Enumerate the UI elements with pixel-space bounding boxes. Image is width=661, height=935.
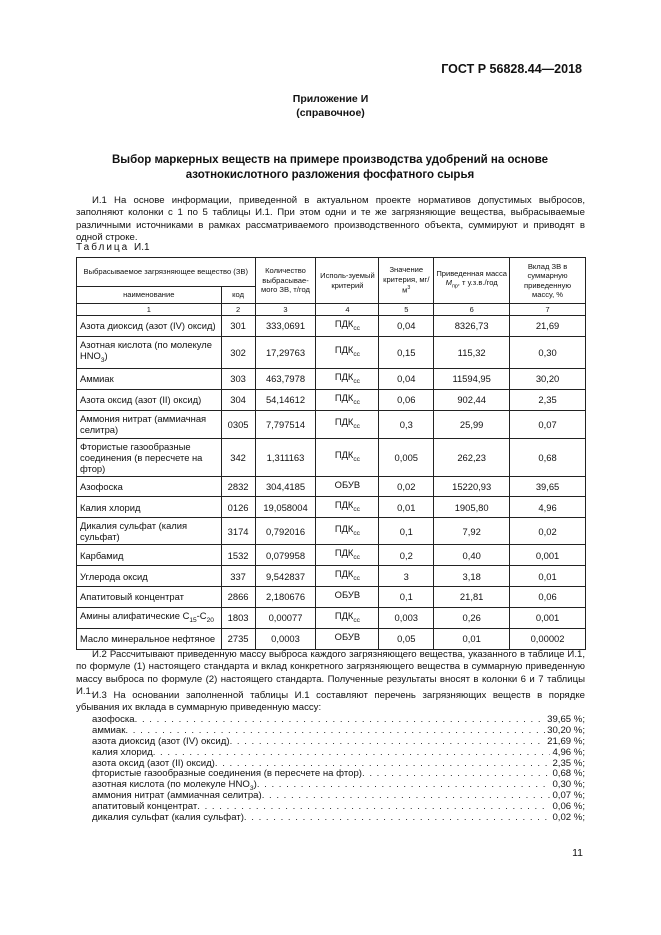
cell-contribution: 0,02 [510,518,586,545]
section-title: Выбор маркерных веществ на примере производства удобрений на основе азотнокислотного разложения фосфатного сырья [111,154,549,181]
cell-criterion-value: 0,3 [379,410,434,438]
cell-criterion: $ПДК_{сс}$ [316,389,379,410]
cell-reduced-mass: 902,44 [434,389,510,410]
cell-reduced-mass: 262,23 [434,438,510,476]
cell-reduced-mass: 1905,80 [434,497,510,518]
cell-criterion: $ПДК_{сс}$ [316,438,379,476]
cell-contribution: 0,001 [510,545,586,566]
list-item-value: 0,02 %; [552,812,585,824]
header-substance-group: Выбрасываемое загрязняющее вещество (ЗВ) [77,258,256,287]
list-item-label: фтористые газообразные соединения (в пересчете на фтор) [92,768,362,780]
cell-reduced-mass: 8326,73 [434,316,510,337]
cell-criterion: $ПДК_{сс}$ [316,545,379,566]
cell-quantity: 0,792016 [255,518,316,545]
table-row [77,410,586,438]
dot-leader [230,737,546,748]
list-item [92,813,585,824]
list-item-label: азофоска [92,714,135,725]
table-row [77,316,586,337]
cell-contribution: 0,30 [510,336,586,368]
cell-code: 2866 [221,587,255,608]
list-item-value: 30,20 %; [547,724,585,736]
cell-quantity: 0,0003 [255,628,316,649]
list-item [92,737,585,748]
list-item-label: дикалия сульфат (калия сульфат) [92,812,244,824]
cell-quantity: 463,7978 [255,368,316,389]
dot-leader [244,813,551,824]
header-name: наименование [77,287,222,304]
dot-leader [257,780,551,791]
cell-reduced-mass: 115,32 [434,336,510,368]
table-row [77,438,586,476]
list-item-label: калия хлорид [92,746,153,758]
cell-name: Калия хлорид [77,497,222,518]
cell-criterion-value: 0,003 [379,607,434,628]
appendix-heading [0,92,661,120]
paragraph-2: И.2 Рассчитывают приведенную массу выброса каждого загрязняющего вещества, указанного в таблице И.1, по формуле (1) настоящего стандарта и вклад конкретного загрязняющего вещества в суммарную приведенную массу выброса по формуле (2) настоящего стандарта. Полученные результаты вносят в колонки 6 и 7 таблицы И.1. [76,649,585,698]
cell-criterion-value: 0,04 [379,368,434,389]
cell-code: 342 [221,438,255,476]
cell-criterion: $ПДК_{сс}$ [316,316,379,337]
cell-criterion-value: 0,01 [379,497,434,518]
cell-criterion: $ПДК_{сс}$ [316,607,379,628]
cell-criterion-value: 3 [379,566,434,587]
cell-reduced-mass: 15220,93 [434,476,510,497]
table-row [77,607,586,628]
cell-contribution: 0,07 [510,410,586,438]
cell-criterion-value: 0,04 [379,316,434,337]
cell-quantity: 0,079958 [255,545,316,566]
cell-quantity: 2,180676 [255,587,316,608]
cell-criterion-value: 0,005 [379,438,434,476]
cell-name: Апатитовый концентрат [77,587,222,608]
cell-criterion: $ПДК_{сс}$ [316,518,379,545]
cell-quantity: 333,0691 [255,316,316,337]
cell-criterion-value: 0,02 [379,476,434,497]
cell-contribution: 0,68 [510,438,586,476]
paragraph-1: И.1 На основе информации, приведенной в актуальном проекте нормативов допустимых выбросов, заполняют колонки с 1 по 5 таблицы И.1. При этом одни и те же загрязняющие вещества, выбрасываемые различными источниками в рамках рассматриваемого производственного объекта, суммируют и приводят в одной строке. [76,195,585,244]
cell-name: Азота оксид (азот (II) оксид) [77,389,222,410]
cell-criterion-value: 0,06 [379,389,434,410]
cell-reduced-mass: 0,40 [434,545,510,566]
cell-name: Аммония нитрат (аммиачная селитра) [77,410,222,438]
cell-contribution: 2,35 [510,389,586,410]
cell-name: Азофоска [77,476,222,497]
cell-quantity: 304,4185 [255,476,316,497]
cell-contribution: 4,96 [510,497,586,518]
list-item-value: 21,69 %; [547,735,585,747]
cell-criterion: ОБУВ [316,587,379,608]
table-row [77,628,586,649]
table-caption-number: И.1 [134,242,150,253]
cell-code: 303 [221,368,255,389]
list-item-label: азота диоксид (азот (IV) оксид) [92,735,230,747]
cell-contribution: 30,20 [510,368,586,389]
table-row [77,497,586,518]
cell-reduced-mass: 21,81 [434,587,510,608]
cell-quantity: 7,797514 [255,410,316,438]
cell-quantity: 0,00077 [255,607,316,628]
cell-code: 2832 [221,476,255,497]
header-criterion: Исполь-зуемый критерий [316,258,379,304]
table-row [77,476,586,497]
cell-name: Углерода оксид [77,566,222,587]
cell-quantity: 9,542837 [255,566,316,587]
cell-code: 302 [221,336,255,368]
list-item-value: 2,35 %; [552,757,585,769]
table-caption-word: Таблица [76,242,130,253]
cell-quantity: 19,058004 [255,497,316,518]
cell-reduced-mass: 3,18 [434,566,510,587]
column-index-row: 1 2 3 4 5 6 7 [77,304,586,316]
cell-contribution: 21,69 [510,316,586,337]
cell-criterion: $ПДК_{сс}$ [316,497,379,518]
cell-criterion-value: 0,1 [379,587,434,608]
list-item-label: апатитовый концентрат [92,801,198,813]
dot-leader [262,791,551,802]
table-row [77,587,586,608]
table-row [77,518,586,545]
cell-criterion: ОБУВ [316,476,379,497]
cell-criterion: $ПДК_{сс}$ [316,368,379,389]
list-item-value: 0,30 %; [552,779,585,791]
cell-contribution: 0,001 [510,607,586,628]
list-item-label: азотная кислота (по молекуле $HNO_3$) [92,779,257,793]
cell-code: 1532 [221,545,255,566]
emissions-table [76,257,586,650]
header-criterion-value: Значение критерия, $мг/м^3$ [379,258,434,304]
header-code: код [221,287,255,304]
cell-name: Азотная кислота (по молекуле $HNO_3$) [77,336,222,368]
cell-name: Масло минеральное нефтяное [77,628,222,649]
list-item-label: аммиак [92,724,126,736]
list-item-value: 0,07 %; [552,790,585,802]
cell-contribution: 0,06 [510,587,586,608]
list-item-value: 0,06 %; [552,801,585,813]
cell-quantity: 1,311163 [255,438,316,476]
list-item-value: 0,68 %; [552,768,585,780]
paragraph-3: И.3 На основании заполненной таблицы И.1 составляют перечень загрязняющих веществ в порядке убывания их вклада в суммарную приведенную массу: [76,690,585,714]
cell-criterion: $ПДК_{сс}$ [316,566,379,587]
cell-name: Аммиак [77,368,222,389]
cell-quantity: 54,14612 [255,389,316,410]
cell-code: 301 [221,316,255,337]
cell-name: Фтористые газообразные соединения (в пересчете на фтор) [77,438,222,476]
cell-quantity: 17,29763 [255,336,316,368]
list-item-value: 39,65 %; [547,714,585,725]
document-code: ГОСТ Р 56828.44—2018 [441,62,582,76]
header-quantity: Количество выбрасывае-мого ЗВ, т/год [255,258,316,304]
header-reduced-mass: Приведенная масса $M_{пр}$, т у.з.в./год [434,258,510,304]
cell-code: 0126 [221,497,255,518]
dot-leader [135,715,546,726]
cell-code: 1803 [221,607,255,628]
list-item [92,715,585,726]
table-row [77,566,586,587]
cell-criterion-value: 0,1 [379,518,434,545]
cell-contribution: 0,00002 [510,628,586,649]
cell-name: Азота диоксид (азот (IV) оксид) [77,316,222,337]
ranking-list [92,715,585,824]
cell-criterion-value: 0,2 [379,545,434,566]
dot-leader [362,769,550,780]
table-row [77,545,586,566]
cell-code: 304 [221,389,255,410]
appendix-subtitle: (справочное) [296,107,365,119]
cell-code: 0305 [221,410,255,438]
cell-name: Амины алифатические $C_{15}-C_{20}$ [77,607,222,628]
cell-contribution: 0,01 [510,566,586,587]
cell-name: Дикалия сульфат (калия сульфат) [77,518,222,545]
page-number: 11 [572,847,583,859]
cell-code: 3174 [221,518,255,545]
cell-criterion: ОБУВ [316,628,379,649]
header-contribution: Вклад ЗВ в суммарную приведенную массу, % [510,258,586,304]
cell-reduced-mass: 0,26 [434,607,510,628]
cell-reduced-mass: 11594,95 [434,368,510,389]
cell-contribution: 39,65 [510,476,586,497]
list-item-label: аммония нитрат (аммиачная селитра) [92,790,262,802]
table-row [77,368,586,389]
appendix-title: Приложение И [292,93,369,105]
cell-name: Карбамид [77,545,222,566]
cell-code: 337 [221,566,255,587]
cell-reduced-mass: 25,99 [434,410,510,438]
table-row [77,336,586,368]
cell-code: 2735 [221,628,255,649]
cell-criterion-value: 0,15 [379,336,434,368]
list-item-value: 4,96 %; [552,746,585,758]
list-item-label: азота оксид (азот (II) оксид) [92,757,215,769]
table-row [77,389,586,410]
cell-criterion: $ПДК_{сс}$ [316,336,379,368]
cell-reduced-mass: 0,01 [434,628,510,649]
cell-criterion: $ПДК_{сс}$ [316,410,379,438]
table-caption [76,242,150,253]
cell-criterion-value: 0,05 [379,628,434,649]
dot-leader [197,802,550,813]
cell-reduced-mass: 7,92 [434,518,510,545]
